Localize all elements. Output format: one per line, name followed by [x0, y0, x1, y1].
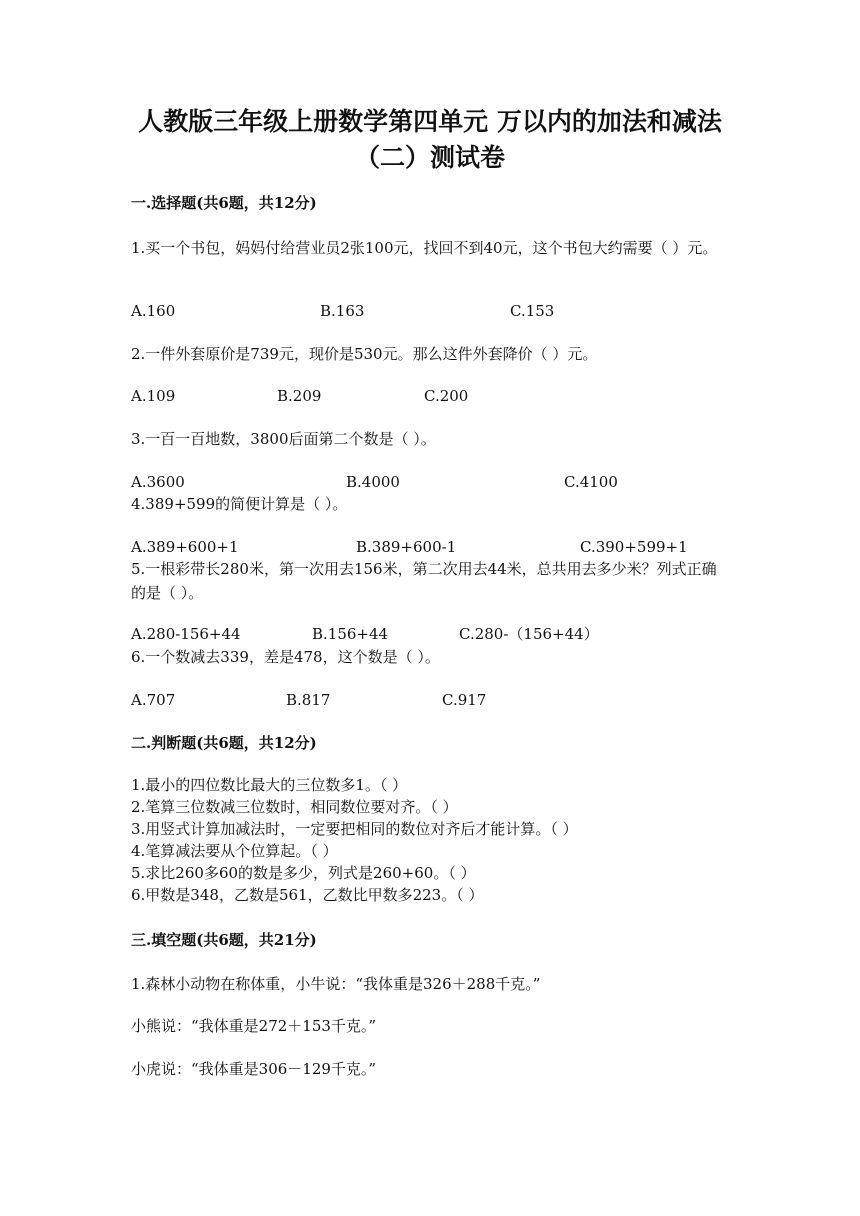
q2-option-c: C.200: [424, 387, 469, 405]
q3-option-b: B.4000: [346, 473, 400, 491]
q2-option-a: A.109: [131, 387, 176, 405]
section-heading-judge: 二.判断题(共6题，共12分): [131, 734, 317, 752]
question-4: 4.389+599的简便计算是（ ）。: [131, 495, 348, 513]
fill-item-1-line-3: 小虎说：“我体重是306－129千克。”: [131, 1060, 377, 1078]
q5-option-b: B.156+44: [312, 625, 389, 643]
q5-option-a: A.280-156+44: [131, 625, 241, 643]
section-heading-fill: 三.填空题(共6题，共21分): [131, 931, 317, 949]
q3-option-c: C.4100: [564, 473, 618, 491]
section-heading-choice: 一.选择题(共6题，共12分): [131, 194, 317, 212]
q6-option-a: A.707: [131, 691, 176, 709]
q1-option-a: A.160: [131, 302, 176, 320]
q2-option-b: B.209: [277, 387, 322, 405]
page-title: 人教版三年级上册数学第四单元 万以内的加法和减法（二）测试卷: [138, 107, 722, 172]
q3-option-a: A.3600: [131, 473, 185, 491]
question-3: 3.一百一百地数，3800后面第二个数是（ ）。: [131, 430, 436, 448]
judge-item-1: 1.最小的四位数比最大的三位数多1。（ ）: [131, 776, 408, 794]
question-2: 2.一件外套原价是739元，现价是530元。那么这件外套降价（ ）元。: [131, 345, 598, 363]
q5-option-c: C.280-（156+44）: [459, 625, 599, 643]
question-5: 5.一根彩带长280米，第一次用去156米，第二次用去44米，总共用去多少米？列式正确的是（ ）。: [131, 560, 717, 602]
judge-item-5: 5.求比260多60的数是多少，列式是260+60。（ ）: [131, 864, 476, 882]
fill-item-1: 1.森林小动物在称体重，小牛说：“我体重是326＋288千克。”: [131, 975, 541, 993]
q1-option-c: C.153: [510, 302, 555, 320]
judge-item-6: 6.甲数是348，乙数是561，乙数比甲数多223。（ ）: [131, 886, 484, 904]
question-1: 1.买一个书包，妈妈付给营业员2张100元，找回不到40元，这个书包大约需要（ ）元。: [131, 239, 718, 257]
q6-option-c: C.917: [442, 691, 487, 709]
judge-item-4: 4.笔算减法要从个位算起。（ ）: [131, 842, 338, 860]
q4-option-b: B.389+600-1: [356, 538, 457, 556]
fill-item-1-line-2: 小熊说：“我体重是272＋153千克。”: [131, 1017, 377, 1035]
q1-option-b: B.163: [320, 302, 365, 320]
judge-item-3: 3.用竖式计算加减法时，一定要把相同的数位对齐后才能计算。（ ）: [131, 820, 578, 838]
q4-option-c: C.390+599+1: [580, 538, 688, 556]
q4-option-a: A.389+600+1: [131, 538, 239, 556]
judge-item-2: 2.笔算三位数减三位数时，相同数位要对齐。（ ）: [131, 798, 458, 816]
question-6: 6.一个数减去339，差是478，这个数是（ ）。: [131, 648, 440, 666]
q6-option-b: B.817: [286, 691, 331, 709]
